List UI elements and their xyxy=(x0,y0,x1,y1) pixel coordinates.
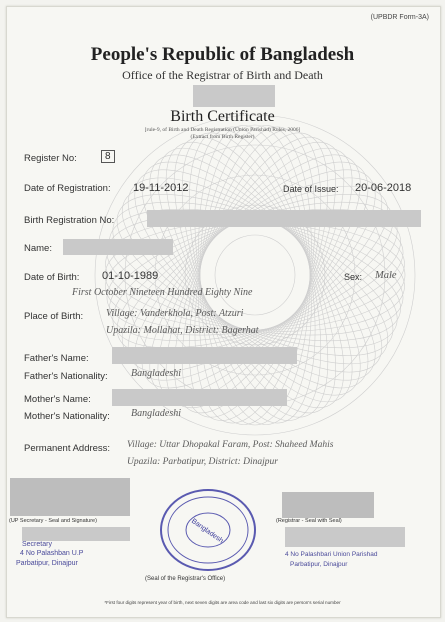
mother-name-label: Mother's Name: xyxy=(24,394,91,405)
redacted-father-name xyxy=(112,347,297,364)
guilloche-line xyxy=(132,118,377,433)
seal-center-text: Bangladesh xyxy=(189,517,225,545)
seal-caption: (Seal of the Registrar's Office) xyxy=(145,576,226,582)
registrar-caption: (Registrar - Seal with Seal) xyxy=(276,518,342,524)
guilloche-line xyxy=(152,115,358,435)
guilloche-line xyxy=(142,116,368,434)
guilloche-line xyxy=(187,121,323,429)
redacted-birth-reg-no xyxy=(147,210,421,227)
mother-nationality-value: Bangladeshi xyxy=(131,408,181,419)
document-title: Birth Certificate xyxy=(170,108,275,125)
guilloche-line xyxy=(163,116,347,434)
guilloche-line xyxy=(175,118,335,433)
country-heading: People's Republic of Bangladesh xyxy=(90,44,355,65)
dob-in-words: First October Nineteen Hundred Eighty Nine xyxy=(72,287,253,298)
guilloche-line xyxy=(200,125,310,425)
footnote: *First four digits represent year of birth, next seven digits are area code and last six digits are person's serial number xyxy=(104,600,341,605)
mother-nationality-label: Mother's Nationality: xyxy=(24,411,110,422)
guilloche-line xyxy=(163,116,347,434)
form-code: (UPBDR Form-3A) xyxy=(370,14,429,21)
secretary-caption: (UP Secretary - Seal and Signature) xyxy=(9,518,97,524)
father-nationality-value: Bangladeshi xyxy=(131,368,181,379)
redacted-secretary-signature xyxy=(10,478,130,516)
guilloche-ring xyxy=(215,235,295,315)
name-label: Name: xyxy=(24,243,52,254)
redacted-registrar-signature xyxy=(282,492,374,518)
register-extract-note: (Extract from Birth Register) xyxy=(190,134,255,140)
registration-date-value: 19-11-2012 xyxy=(133,182,189,194)
secretary-stamp-line3: Parbatipur, Dinajpur xyxy=(16,560,78,567)
registrar-stamp-line2: Parbatipur, Dinajpur xyxy=(290,561,348,568)
father-name-label: Father's Name: xyxy=(24,353,89,364)
guilloche-line xyxy=(142,116,368,434)
permanent-address-label: Permanent Address: xyxy=(24,443,111,454)
sex-value: Male xyxy=(375,270,397,281)
issue-date-label: Date of Issue: xyxy=(283,184,339,194)
guilloche-line xyxy=(152,115,358,435)
guilloche-line xyxy=(175,118,335,433)
redacted-name xyxy=(63,239,173,255)
place-of-birth-line1: Village: Vanderkhola, Post: Atzuri xyxy=(106,308,244,319)
place-of-birth-line2: Upazila: Mollahat, District: Bagerhat xyxy=(106,325,259,336)
register-no-value: 8 xyxy=(101,150,115,163)
permanent-address-line1: Village: Uttar Dhopakal Faram, Post: Shaheed Mahis xyxy=(127,440,334,450)
registrar-stamp-line1: 4 No Palashbari Union Parishad xyxy=(285,551,378,558)
permanent-address-line2: Upazila: Parbatipur, District: Dinajpur xyxy=(127,457,278,467)
rule-reference: [rule-9, of Birth and Death Registration (Union Parishad) Rules, 2006] xyxy=(144,127,301,133)
redacted-registrar-name xyxy=(285,527,405,547)
secretary-stamp-line1: Secretary xyxy=(22,541,52,548)
secretary-stamp-line2: 4 No Palashban U.P xyxy=(20,550,84,557)
guilloche-line xyxy=(187,121,323,429)
dob-label: Date of Birth: xyxy=(24,272,80,283)
office-heading: Office of the Registrar of Birth and Death xyxy=(122,68,323,82)
redacted-block xyxy=(193,85,275,107)
father-nationality-label: Father's Nationality: xyxy=(24,371,108,382)
guilloche-line xyxy=(132,118,377,433)
registration-date-label: Date of Registration: xyxy=(24,183,111,194)
registrar-office-seal xyxy=(156,488,260,574)
sex-label: Sex: xyxy=(344,272,363,282)
birth-reg-no-label: Birth Registration No: xyxy=(24,215,115,226)
register-no-label: Register No: xyxy=(24,153,77,164)
issue-date-value: 20-06-2018 xyxy=(355,182,412,194)
redacted-secretary-name xyxy=(22,527,130,541)
redacted-mother-name xyxy=(112,389,287,406)
place-of-birth-label: Place of Birth: xyxy=(24,311,84,322)
dob-value: 01-10-1989 xyxy=(102,270,159,282)
